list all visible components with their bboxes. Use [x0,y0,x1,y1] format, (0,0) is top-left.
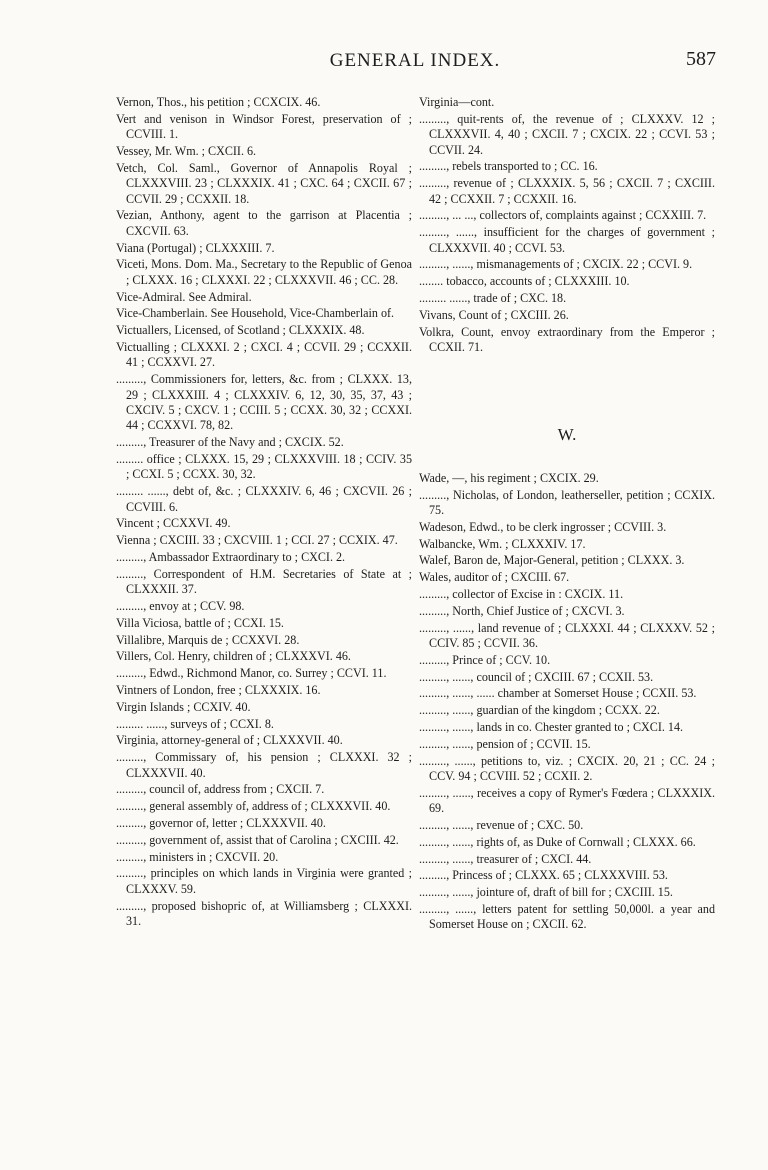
index-entry: ........., ......, council of ; CXCIII. 67 ; CCXII. 53. [419,669,654,684]
index-entry: ........., quit-rents of, the revenue of ; CLXXXV. 12 ; CLXXXVII. 4, 40 ; CXCII. 7 ; CXCIX. 22 ; CCVI. 53 ; CCVII. 24. [419,111,715,157]
index-entry: Volkra, Count, envoy extraordinary from the Emperor ; CCXII. 71. [419,324,715,354]
index-entry: ........., ......, treasurer of ; CXCI. 44. [419,851,592,866]
index-entry: Virginia, attorney-general of ; CLXXXVII. 40. [116,733,343,748]
index-entry: Viceti, Mons. Dom. Ma., Secretary to the Republic of Genoa ; CLXXX. 16 ; CLXXXI. 22 ; CLXXXVII. 46 ; CC. 28. [116,257,412,287]
index-entry: ........., Princess of ; CLXXX. 65 ; CLXXXVIII. 53. [419,868,668,883]
right-column [419,95,715,934]
index-entry: Virginia—cont. [419,95,495,109]
index-entry: ......... ......, trade of ; CXC. 18. [419,291,567,305]
index-entry: Vert and venison in Windsor Forest, preservation of ; CCVIII. 1. [116,111,412,142]
index-entry: ........., council of, address from ; CXCII. 7. [116,782,325,797]
index-entry: ........., government of, assist that of Carolina ; CXCIII. 42. [116,832,399,847]
index-entry: Vezian, Anthony, agent to the garrison at Placentia ; CXCVII. 63. [116,208,412,238]
index-entry: ........., proposed bishopric of, at Williamsberg ; CLXXXI. 31. [116,898,412,928]
v-entries-continued [419,95,715,355]
index-entry: ......... ......, surveys of ; CCXI. 8. [116,716,274,731]
index-entry: Vessey, Mr. Wm. ; CXCII. 6. [116,144,257,158]
index-entry: Vetch, Col. Saml., Governor of Annapolis Royal ; CLXXXVIII. 23 ; CLXXXIX. 41 ; CXC. 64 ; CXCII. 67 ; CCVII. 29 ; CCXXII. 18. [116,160,412,206]
page-header [108,48,722,78]
index-entry: ......... office ; CLXXX. 15, 29 ; CLXXXVIII. 18 ; CCIV. 35 ; CCXI. 5 ; CCXX. 30, 32. [116,452,412,482]
index-entry: ........., principles on which lands in Virginia were granted ; CLXXXV. 59. [116,866,412,896]
index-entry: ........., governor of, letter ; CLXXXVII. 40. [116,815,326,830]
index-entry: ........., rebels transported to ; CC. 16. [419,159,598,174]
page-number: 587 [686,48,716,70]
index-entry: ........., ......, jointure of, draft of bill for ; CXCIII. 15. [419,885,673,900]
index-entry: Villers, Col. Henry, children of ; CLXXXVI. 46. [116,649,351,664]
index-entry: ........., ......, pension of ; CCVII. 15. [419,736,591,751]
index-entry: ........., ......, lands in co. Chester granted to ; CXCI. 14. [419,719,684,734]
index-entry: ......... ......, debt of, &c. ; CLXXXIV. 6, 46 ; CXCVII. 26 ; CCVIII. 6. [116,484,412,514]
index-entry: ........., ......, insufficient for the charges of government ; CLXXXVII. 40 ; CCVI. 53. [419,225,715,255]
index-entry: ........., ......, revenue of ; CXC. 50. [419,817,584,832]
index-entry: Victuallers, Licensed, of Scotland ; CLXXXIX. 48. [116,323,365,338]
index-entry: ........., ......, mismanagements of ; CXCIX. 22 ; CCVI. 9. [419,257,693,272]
index-entry: ........., ......, receives a copy of Rymer's Fœdera ; CLXXXIX. 69. [419,785,715,816]
section-letter-w: W. [557,425,577,445]
index-entry: Villalibre, Marquis de ; CCXXVI. 28. [116,632,300,647]
index-entry: ........., general assembly of, address of ; CLXXXVII. 40. [116,799,391,814]
index-entry: Walef, Baron de, Major-General, petition ; CLXXX. 3. [419,553,685,568]
index-entry: Wales, auditor of ; CXCIII. 67. [419,570,570,585]
index-entry: ........., ......, guardian of the kingdom ; CCXX. 22. [419,703,660,718]
index-entry: Vice-Admiral. See Admiral. [116,289,252,304]
index-entry: ........., ... ..., collectors of, complaints against ; CCXXIII. 7. [419,208,707,223]
index-entry: Viana (Portugal) ; CLXXXIII. 7. [116,240,275,255]
index-entry: ........., Treasurer of the Navy and ; CXCIX. 52. [116,435,344,450]
index-entry: ........., Commissioners for, letters, &c. from ; CLXXX. 13, 29 ; CLXXXIII. 4 ; CLXXXIV. 6, 12, 30, 35, 37, 43 ; CXCIV. 5 ; CXCV. 1 ; CCIII. 5 ; CCXX. 30, 32 ; CCXXI. 44 ; CCXXVI. 78, 82. [116,372,412,433]
index-entry: ........., envoy at ; CCV. 98. [116,599,245,614]
index-entry: Victualling ; CLXXXI. 2 ; CXCI. 4 ; CCVII. 29 ; CCXXII. 41 ; CCXXVI. 27. [116,340,412,370]
index-entry: ........., Commissary of, his pension ; CLXXXI. 32 ; CLXXXVII. 40. [116,750,412,780]
index-entry: ........., ......, petitions to, viz. ; CXCIX. 20, 21 ; CC. 24 ; CCV. 94 ; CCVIII. 52 ; CCXII. 2. [419,753,715,783]
page-title: GENERAL INDEX. [329,50,501,71]
index-entry: ........., Prince of ; CCV. 10. [419,652,551,667]
index-entry: Wadeson, Edwd., to be clerk ingrosser ; CCVIII. 3. [419,519,667,534]
index-entry: ........., Correspondent of H.M. Secretaries of State at ; CLXXXII. 37. [116,566,412,597]
index-entry: Vincent ; CCXXVI. 49. [116,516,231,531]
index-entry: ........., ......, ...... chamber at Somerset House ; CCXII. 53. [419,686,697,701]
index-entry: Vivans, Count of ; CXCIII. 26. [419,307,569,322]
index-entry: ........., Nicholas, of London, leatherseller, petition ; CCXIX. 75. [419,487,715,518]
index-entry: Vice-Chamberlain. See Household, Vice-Chamberlain of. [116,306,395,321]
index-entry: Virgin Islands ; CCXIV. 40. [116,699,251,714]
left-column [116,95,412,931]
index-entry: ........., Ambassador Extraordinary to ; CXCI. 2. [116,550,346,565]
index-entry: Vernon, Thos., his petition ; CCXCIX. 46. [116,95,321,109]
index-entry: ........., ......, letters patent for settling 50,000l. a year and Somerset House on ; CXCII. 62. [419,901,715,932]
index-entry: ........., revenue of ; CLXXXIX. 5, 56 ; CXCII. 7 ; CXCIII. 42 ; CCXXII. 7 ; CCXXII. 16. [419,176,715,206]
index-entry: ........ tobacco, accounts of ; CLXXXIII. 10. [419,274,630,289]
index-entry: Vintners of London, free ; CLXXXIX. 16. [116,683,321,697]
index-entry: ........., Edwd., Richmond Manor, co. Surrey ; CCVI. 11. [116,666,387,681]
index-entry: ........., ministers in ; CXCVII. 20. [116,849,279,864]
index-entry: Walbancke, Wm. ; CLXXXIV. 17. [419,536,586,551]
index-entry: ........., collector of Excise in : CXCIX. 11. [419,587,624,601]
index-entry: ........., ......, land revenue of ; CLXXXI. 44 ; CLXXXV. 52 ; CCIV. 85 ; CCVII. 36. [419,620,715,650]
w-entries [419,471,715,933]
index-entry: Villa Viciosa, battle of ; CCXI. 15. [116,615,284,630]
index-entry: Wade, —, his regiment ; CXCIX. 29. [419,470,599,485]
index-entry: ........., North, Chief Justice of ; CXCVI. 3. [419,603,625,618]
index-entry: ........., ......, rights of, as Duke of Cornwall ; CLXXX. 66. [419,834,696,849]
index-entry: Vienna ; CXCIII. 33 ; CXCVIII. 1 ; CCI. 27 ; CCXIX. 47. [116,533,398,548]
